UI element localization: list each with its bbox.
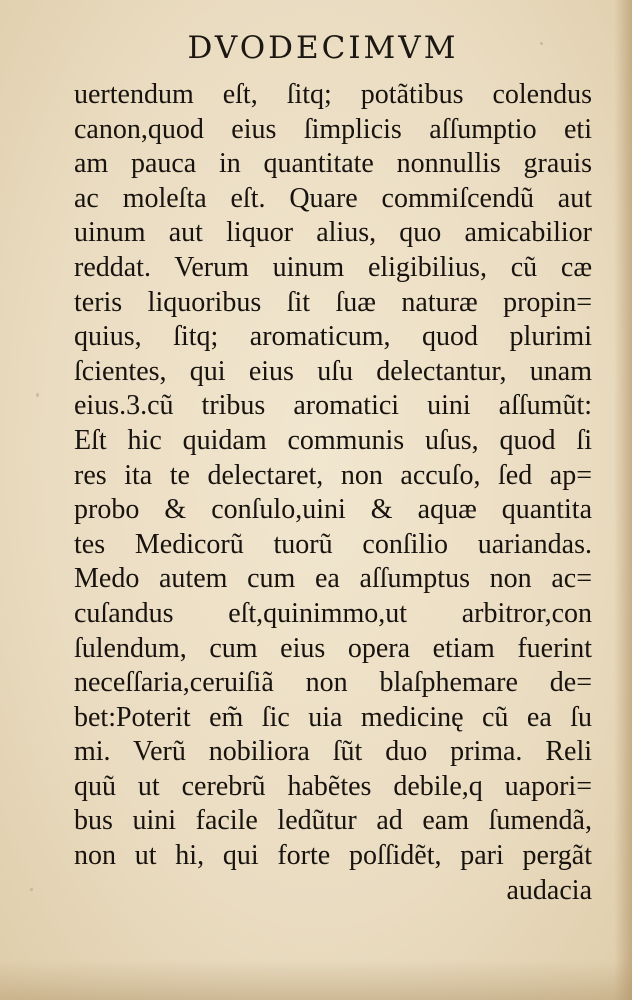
- text-line: Eſt hic quidam communis uſus, quod ſi: [74, 424, 592, 456]
- page-edge-shadow-bottom: [0, 960, 632, 1000]
- text-line: quũ ut cerebrũ habẽtes debile,q uapori=: [74, 770, 592, 802]
- body-text: [74, 78, 592, 908]
- text-line: eius.3.cũ tribus aromatici uini aſſumũt:: [74, 390, 592, 422]
- text-line: mi. Verũ nobiliora ſũt duo prima. Reli: [74, 736, 592, 768]
- text-line: am pauca in quantitate nonnullis grauis: [74, 148, 592, 180]
- running-head: DVODECIMVM: [187, 30, 459, 66]
- page-edge-shadow-right: [614, 0, 632, 1000]
- text-line: canon,quod eius ſimplicis aſſumptio eti: [74, 113, 592, 145]
- text-line: quius, ſitq; aromaticum, quod plurimi: [74, 321, 592, 353]
- text-line: Medo autem cum ea aſſumptus non ac=: [74, 563, 592, 595]
- catchword: audacia: [506, 874, 592, 906]
- text-line: ſcientes, qui eius uſu delectantur, unam: [74, 355, 592, 387]
- paper-spot: [36, 393, 39, 397]
- text-line: bus uini facile ledũtur ad eam ſumendã,: [74, 805, 592, 837]
- text-line: uinum aut liquor alius, quo amicabilior: [74, 217, 592, 249]
- text-line: ſulendum, cum eius opera etiam fuerint: [74, 632, 592, 664]
- text-line: tes Medicorũ tuorũ conſilio uariandas.: [74, 528, 592, 560]
- text-line: reddat. Verum uinum eligibilius, cũ cæ: [74, 251, 592, 283]
- text-line: teris liquoribus ſit ſuæ naturæ propin=: [74, 286, 592, 318]
- text-line: ac moleſta eſt. Quare commiſcendũ aut: [74, 182, 592, 214]
- text-line: bet:Poterit em̃ ſic uia medicinę cũ ea ſu: [74, 701, 592, 733]
- text-line: cuſandus eſt,quinimmo,ut arbitror,con: [74, 597, 592, 629]
- text-line: neceſſaria,ceruiſiã non blaſphemare de=: [74, 667, 592, 699]
- text-line: uertendum eſt, ſitq; potãtibus colendus: [74, 79, 592, 110]
- text-line: non ut hi, qui forte poſſidẽt, pari pergãt: [74, 840, 592, 872]
- text-line: probo & conſulo,uini & aquæ quantita: [74, 494, 592, 526]
- text-line: res ita te delectaret, non accuſo, ſed ap=: [74, 459, 592, 491]
- paper-spot: [30, 888, 33, 891]
